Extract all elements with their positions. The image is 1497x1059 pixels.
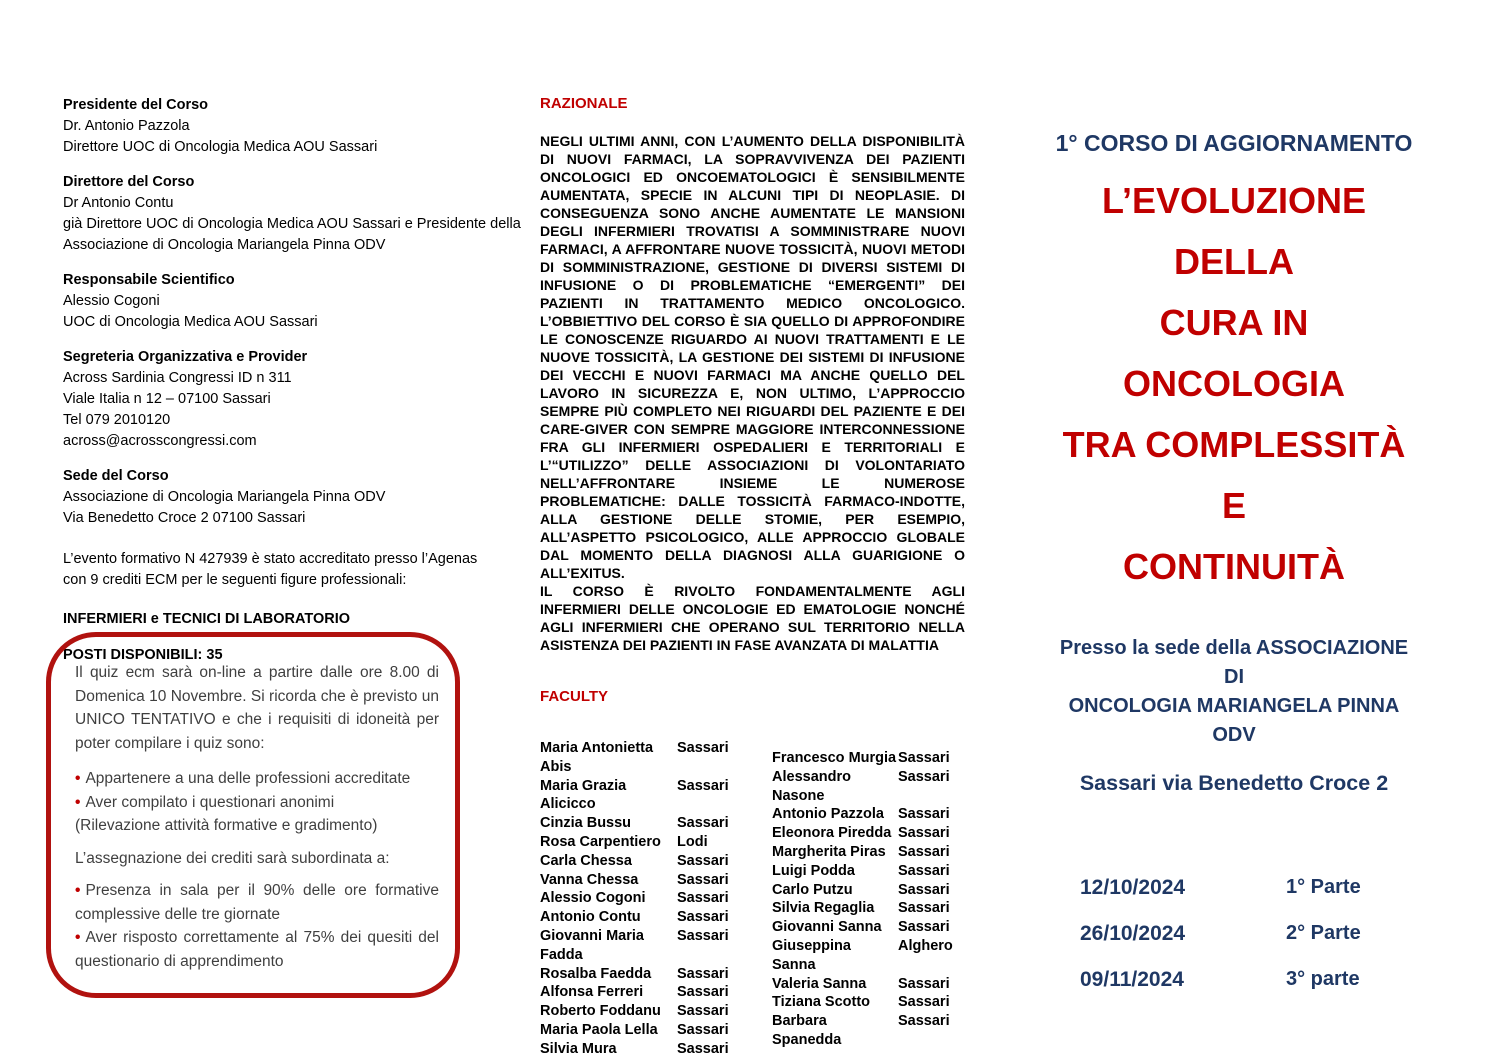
section-line: Dr. Antonio Pazzola (63, 118, 190, 134)
faculty-name: Silvia Regaglia (772, 900, 875, 917)
bullet-icon: • (75, 793, 81, 811)
rationale-heading: RAZIONALE (540, 95, 628, 112)
rationale-paragraph-2: IL CORSO È RIVOLTO FONDAMENTALMENTE AGLI INFERMIERI DELLE ONCOLOGIE ED EMATOLOGIE NONCHÉ AGLI INFERMIERI CHE OPERANO SUL TERRITORIO NELLA ASISTENZA DEI PAZIENTI IN FASE AVANZATA DI MALATTIA (540, 583, 965, 653)
faculty-city: Sassari (677, 777, 729, 794)
date-value: 09/11/2024 (1080, 968, 1184, 991)
faculty-name: Carlo Putzu (772, 881, 853, 898)
quiz-bullet-text: Aver compilato i questionari anonimi (85, 793, 335, 811)
bullet-icon: • (75, 770, 81, 787)
section-segreteria (63, 347, 525, 452)
faculty-row (540, 852, 772, 871)
faculty-name: Giuseppina Sanna (772, 937, 851, 973)
accreditation-text (63, 549, 525, 591)
faculty-city: Sassari (898, 975, 950, 992)
faculty-row (540, 777, 772, 815)
quiz-paragraph-1: Il quiz ecm sarà on-line a partire dalle ore 8.00 di Domenica 10 Novembre. Si ricorda che è previsto un UNICO TENTATIVO e che i requisiti di idoneità per poter compilare i quiz sono: (75, 664, 439, 752)
section-line: across@acrosscongressi.com (63, 433, 257, 449)
faculty-name: Giovanni Maria Fadda (540, 927, 644, 963)
faculty-city: Sassari (677, 909, 729, 926)
section-line: Via Benedetto Croce 2 07100 Sassari (63, 510, 306, 526)
section-sede (63, 466, 525, 529)
faculty-name: Valeria Sanna (772, 975, 867, 992)
faculty-row (772, 749, 965, 768)
quiz-bullet-text: Appartenere a una delle professioni accreditate (85, 770, 411, 787)
bullet-icon: • (75, 882, 81, 899)
faculty-name: Maria Antonietta Abis (540, 740, 654, 775)
faculty-name: Vanna Chessa (540, 871, 639, 888)
faculty-city: Sassari (898, 1013, 950, 1030)
faculty-row (540, 871, 772, 890)
faculty-name: Silvia Mura (540, 1040, 617, 1057)
date-row (1048, 876, 1420, 900)
section-line: Dr Antonio Contu (63, 195, 174, 211)
faculty-row (772, 937, 965, 975)
section-direttore (63, 172, 525, 256)
faculty-name: Antonio Pazzola (772, 806, 884, 823)
course-title-line: CURA IN ONCOLOGIA (1123, 302, 1345, 404)
faculty-column-2 (772, 749, 965, 1059)
quiz-bullet-item (75, 767, 439, 791)
venue-line: ONCOLOGIA MARIANGELA PINNA ODV (1068, 695, 1400, 746)
faculty-row (772, 1012, 965, 1050)
quiz-bullet-item (75, 926, 439, 973)
quiz-note: (Rilevazione attività formative e gradimento) (75, 817, 378, 834)
section-responsabile (63, 270, 525, 333)
faculty-name: Roberto Foddanu (540, 1003, 661, 1020)
faculty-city: Sassari (898, 994, 950, 1011)
faculty-row (772, 824, 965, 843)
section-line: Viale Italia n 12 – 07100 Sassari (63, 391, 271, 407)
faculty-city: Sassari (677, 1040, 729, 1057)
faculty-name: Francesco Murgia (772, 750, 897, 766)
faculty-city: Sassari (898, 843, 950, 860)
faculty-name: Cinzia Bussu (540, 815, 632, 832)
faculty-name: Rosa Carpentiero (540, 833, 661, 850)
date-part-label: 3° parte (1286, 968, 1360, 990)
faculty-row (772, 862, 965, 881)
faculty-city: Sassari (677, 852, 729, 869)
faculty-name: Alfonsa Ferreri (540, 984, 644, 1001)
faculty-row (540, 908, 772, 927)
right-panel (1048, 130, 1420, 1014)
faculty-row (540, 889, 772, 908)
faculty-heading: FACULTY (540, 688, 609, 705)
faculty-row (772, 918, 965, 937)
accreditation-line: L’evento formativo N 427939 è stato accreditato presso l’Agenas (63, 551, 478, 567)
faculty-city: Sassari (677, 871, 729, 888)
faculty-city: Sassari (898, 881, 950, 898)
faculty-name: Maria Grazia Alicicco (540, 777, 627, 813)
course-dates (1048, 876, 1420, 992)
course-title-line: TRA COMPLESSITÀ E (1062, 424, 1406, 526)
faculty-row (772, 881, 965, 900)
faculty-city: Sassari (677, 890, 729, 907)
section-heading: Direttore del Corso (63, 174, 195, 190)
faculty-row (772, 768, 965, 806)
faculty-city: Sassari (898, 750, 950, 766)
faculty-row (540, 1040, 772, 1059)
quiz-paragraph-2: L’assegnazione dei crediti sarà subordinata a: (75, 849, 390, 867)
accreditation-line: con 9 crediti ECM per le seguenti figure professionali: (63, 572, 407, 588)
faculty-name: Antonio Contu (540, 909, 641, 926)
quiz-bullet-item (75, 879, 439, 926)
rationale-body (540, 132, 965, 654)
faculty-name: Carla Chessa (540, 852, 632, 869)
faculty-city: Sassari (677, 1003, 729, 1020)
course-kicker: 1° CORSO DI AGGIORNAMENTO (1055, 130, 1413, 156)
left-panel (63, 95, 525, 663)
faculty-row (540, 814, 772, 833)
venue-address: Sassari via Benedetto Croce 2 (1079, 771, 1389, 795)
section-line: Direttore UOC di Oncologia Medica AOU Sassari (63, 139, 378, 155)
faculty-row (772, 805, 965, 824)
faculty-columns (540, 739, 965, 1059)
faculty-city: Sassari (677, 965, 729, 982)
section-heading: Sede del Corso (63, 468, 169, 484)
section-line: UOC di Oncologia Medica AOU Sassari (63, 314, 318, 330)
faculty-city: Sassari (898, 900, 950, 917)
quiz-bullet-item (75, 791, 439, 815)
section-line: già Direttore UOC di Oncologia Medica AOU Sassari e Presidente della (63, 216, 521, 232)
course-title (1048, 170, 1420, 597)
section-heading: Segreteria Organizzativa e Provider (63, 349, 308, 365)
date-part-label: 1° Parte (1286, 876, 1361, 898)
section-line: Across Sardinia Congressi ID n 311 (63, 370, 292, 386)
faculty-row (540, 965, 772, 984)
faculty-city: Lodi (677, 833, 708, 850)
faculty-city: Sassari (898, 919, 950, 936)
faculty-city: Sassari (898, 768, 950, 785)
faculty-city: Sassari (677, 984, 729, 1001)
faculty-city: Sassari (677, 1021, 729, 1038)
section-line: Associazione di Oncologia Mariangela Pinna ODV (63, 237, 386, 253)
faculty-name: Luigi Podda (772, 862, 855, 879)
faculty-city: Sassari (677, 927, 729, 944)
faculty-row (540, 983, 772, 1002)
faculty-row (772, 899, 965, 918)
middle-panel (540, 95, 965, 1059)
faculty-row (540, 739, 772, 777)
date-row (1048, 922, 1420, 946)
section-heading: Responsabile Scientifico (63, 272, 235, 288)
available-seats: POSTI DISPONIBILI: 35 (63, 647, 223, 663)
faculty-city: Sassari (898, 806, 950, 823)
faculty-row (540, 833, 772, 852)
faculty-name: Alessio Cogoni (540, 890, 646, 907)
faculty-city: Alghero (898, 937, 953, 954)
course-title-line: L’EVOLUZIONE DELLA (1101, 180, 1367, 282)
faculty-name: Barbara Spanedda (772, 1013, 842, 1048)
quiz-bullet-text: Presenza in sala per il 90% delle ore formative complessive delle tre giornate (75, 882, 439, 923)
date-value: 26/10/2024 (1080, 922, 1186, 945)
faculty-city: Sassari (677, 740, 729, 756)
date-part-label: 2° Parte (1286, 922, 1361, 944)
section-presidente (63, 95, 525, 158)
course-title-line: CONTINUITÀ (1123, 546, 1345, 587)
faculty-name: Alessandro Nasone (772, 768, 851, 804)
faculty-name: Margherita Piras (772, 843, 886, 860)
faculty-name: Giovanni Sanna (772, 919, 882, 936)
faculty-row (540, 1002, 772, 1021)
faculty-row (540, 1021, 772, 1040)
faculty-city: Sassari (898, 825, 950, 842)
date-row (1048, 968, 1420, 992)
faculty-row (772, 843, 965, 862)
section-line: Alessio Cogoni (63, 293, 160, 309)
faculty-city: Sassari (898, 862, 950, 879)
date-value: 12/10/2024 (1080, 876, 1186, 899)
section-line: Associazione di Oncologia Mariangela Pinna ODV (63, 489, 386, 505)
bullet-icon: • (75, 929, 81, 946)
faculty-name: Rosalba Faedda (540, 965, 652, 982)
section-line: Tel 079 2010120 (63, 412, 171, 428)
faculty-row (772, 993, 965, 1012)
faculty-row (772, 975, 965, 994)
section-heading: Presidente del Corso (63, 97, 209, 113)
rationale-paragraph-1: NEGLI ULTIMI ANNI, CON L’AUMENTO DELLA DISPONIBILITÀ DI NUOVI FARMACI, LA SOPRAVVIVENZA DEI PAZIENTI ONCOLOGICI ED ONCOEMATOLOGICI È SENSIBILMENTE AUMENTATA, SPECIE IN ALCUNI TIPI DI NEOPLASIE. DI CONSEGUENZA SONO ANCHE AUMENTATE LE MANSIONI DEGLI INFERMIERI TROVATISI A SOMMINISTRARE NUOVI FARMACI, A AFFRONTARE NUOVE TOSSICITÀ, NUOVI METODI DI SOMMINISTRAZIONE, GESTIONE DI DIVERSI SISTEMI DI INFUSIONE O DI PROBLEMATICHE “EMERGENTI” DEI PAZIENTI IN TRATTAMENTO MEDICO ONCOLOGICO. L’OBBIETTIVO DEL CORSO È SIA QUELLO DI APPROFONDIRE LE CONOSCENZE RIGUARDO AI NUOVI TRATTAMENTI E LE NUOVE TOSSICITÀ, LA GESTIONE DEI SISTEMI DI INFUSIONE DEI VECCHI E NUOVI FARMACI MA ANCHE QUELLO DEL LAVORO IN SICUREZZA E, NON ULTIMO, L’APPROCCIO SEMPRE PIÙ COMPLETO NEI RIGUARDI DEL PAZIENTE E DEI CARE-GIVER CON SEMPRE MAGGIORE INTERCONNESSIONE FRA GLI INFERMIERI OSPEDALIERI E TERRITORIALI E L’“UTILIZZO” DELLE ASSOCIAZIONI DI VOLONTARIATO NELL’AFFRONTARE INSIEME LE NUMEROSE PROBLEMATICHE: DALLE TOSSICITÀ FARMACO-INDOTTE, ALLA GESTIONE DELLE STOMIE, PER ESEMPIO, ALL’ASPETTO PSICOLOGICO, ALLE APPROCCIO GLOBALE DAL MOMENTO DELLA DIAGNOSI ALLA GUARIGIONE O ALL’EXITUS. (540, 133, 965, 581)
quiz-bullet-text: Aver risposto correttamente al 75% dei quesiti del questionario di apprendimento (75, 929, 439, 970)
faculty-city: Sassari (677, 815, 729, 832)
venue-line: Presso la sede della ASSOCIAZIONE DI (1059, 637, 1409, 688)
faculty-name: Maria Paola Lella (540, 1021, 658, 1038)
faculty-name: Tiziana Scotto (772, 994, 871, 1011)
faculty-name: Eleonora Piredda (772, 825, 892, 842)
faculty-row (540, 927, 772, 965)
quiz-info-box (46, 632, 460, 998)
accredited-professions: INFERMIERI e TECNICI DI LABORATORIO (63, 611, 351, 627)
venue-text (1048, 634, 1420, 750)
faculty-column-1 (540, 739, 772, 1059)
